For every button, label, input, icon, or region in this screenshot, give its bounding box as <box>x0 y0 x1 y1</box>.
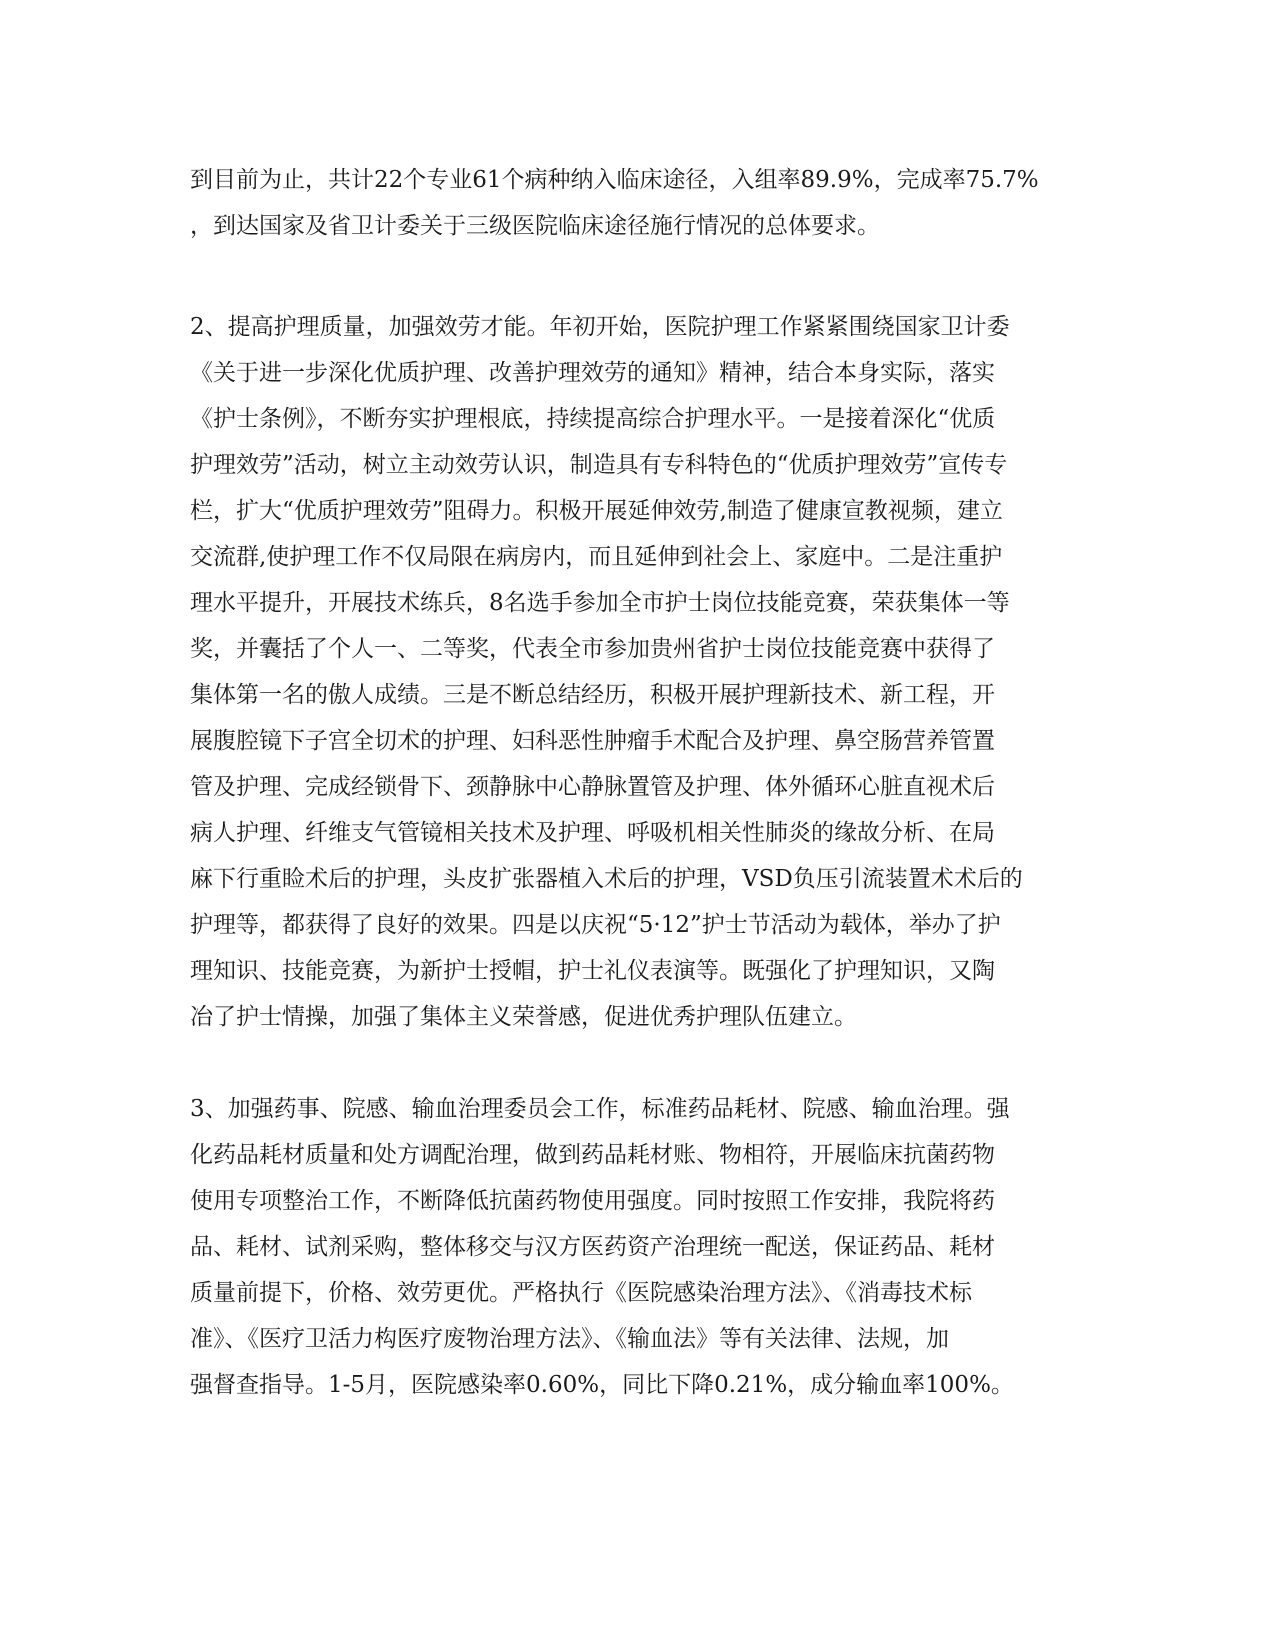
paragraph-nursing-quality <box>190 304 1080 1040</box>
text-line: 2、提高护理质量，加强效劳才能。年初开始，医院护理工作紧紧围绕国家卫计委 <box>190 314 1010 340</box>
text-line: 管及护理、完成经锁骨下、颈静脉中心静脉置管及护理、体外循环心脏直视术后 <box>190 774 995 800</box>
text-line: 品、耗材、试剂采购，整体移交与汉方医药资产治理统一配送，保证药品、耗材 <box>190 1234 995 1260</box>
text-line: 麻下行重睑术后的护理，头皮扩张器植入术后的护理，VSD负压引流装置术术后的 <box>190 866 1023 892</box>
text-line: 理知识、技能竞赛，为新护士授帽，护士礼仪表演等。既强化了护理知识，又陶 <box>190 958 995 984</box>
text-line: 强督查指导。1-5月，医院感染率0.60%，同比下降0.21%，成分输血率100%。 <box>190 1372 1014 1398</box>
text-line: 质量前提下，价格、效劳更优。严格执行《医院感染治理方法》、《消毒技术标 <box>190 1280 972 1306</box>
text-line: 使用专项整治工作，不断降低抗菌药物使用强度。同时按照工作安排，我院将药 <box>190 1188 995 1214</box>
text-line: 展腹腔镜下子宫全切术的护理、妇科恶性肿瘤手术配合及护理、鼻空肠营养管置 <box>190 728 995 754</box>
text-line: 到目前为止，共计22个专业61个病种纳入临床途径，入组率89.9%，完成率75.7% <box>190 167 1039 193</box>
paragraph-clinical-pathway <box>190 157 1080 249</box>
text-line: 准》、《医疗卫活力构医疗废物治理方法》、《输血法》等有关法律、法规，加 <box>190 1326 949 1352</box>
text-line: 化药品耗材质量和处方调配治理，做到药品耗材账、物相符，开展临床抗菌药物 <box>190 1142 995 1168</box>
text-line: 病人护理、纤维支气管镜相关技术及护理、呼吸机相关性肺炎的缘故分析、在局 <box>190 820 995 846</box>
text-line: 《护士条例》，不断夯实护理根底，持续提高综合护理水平。一是接着深化“优质 <box>190 406 996 432</box>
text-line: 栏，扩大“优质护理效劳”阻碍力。积极开展延伸效劳,制造了健康宣教视频，建立 <box>190 498 1003 524</box>
text-line: 奖，并囊括了个人一、二等奖，代表全市参加贵州省护士岗位技能竞赛中获得了 <box>190 636 995 662</box>
text-line: 冶了护士情操，加强了集体主义荣誉感，促进优秀护理队伍建立。 <box>190 1004 857 1030</box>
text-line: ，到达国家及省卫计委关于三级医院临床途径施行情况的总体要求。 <box>190 213 880 239</box>
text-line: 《关于进一步深化优质护理、改善护理效劳的通知》精神，结合本身实际，落实 <box>190 360 995 386</box>
text-line: 交流群,使护理工作不仅局限在病房内，而且延伸到社会上、家庭中。二是注重护 <box>190 544 1003 570</box>
text-line: 理水平提升，开展技术练兵，8名选手参加全市护士岗位技能竞赛，荣获集体一等 <box>190 590 1010 616</box>
text-line: 护理等，都获得了良好的效果。四是以庆祝“5·12”护士节活动为载体，举办了护 <box>190 912 1001 938</box>
text-line: 集体第一名的傲人成绩。三是不断总结经历，积极开展护理新技术、新工程，开 <box>190 682 995 708</box>
text-line: 3、加强药事、院感、输血治理委员会工作，标准药品耗材、院感、输血治理。强 <box>190 1096 1010 1122</box>
paragraph-pharmacy-infection-transfusion <box>190 1086 1080 1408</box>
text-line: 护理效劳”活动，树立主动效劳认识，制造具有专科特色的“优质护理效劳”宣传专 <box>190 452 1008 478</box>
